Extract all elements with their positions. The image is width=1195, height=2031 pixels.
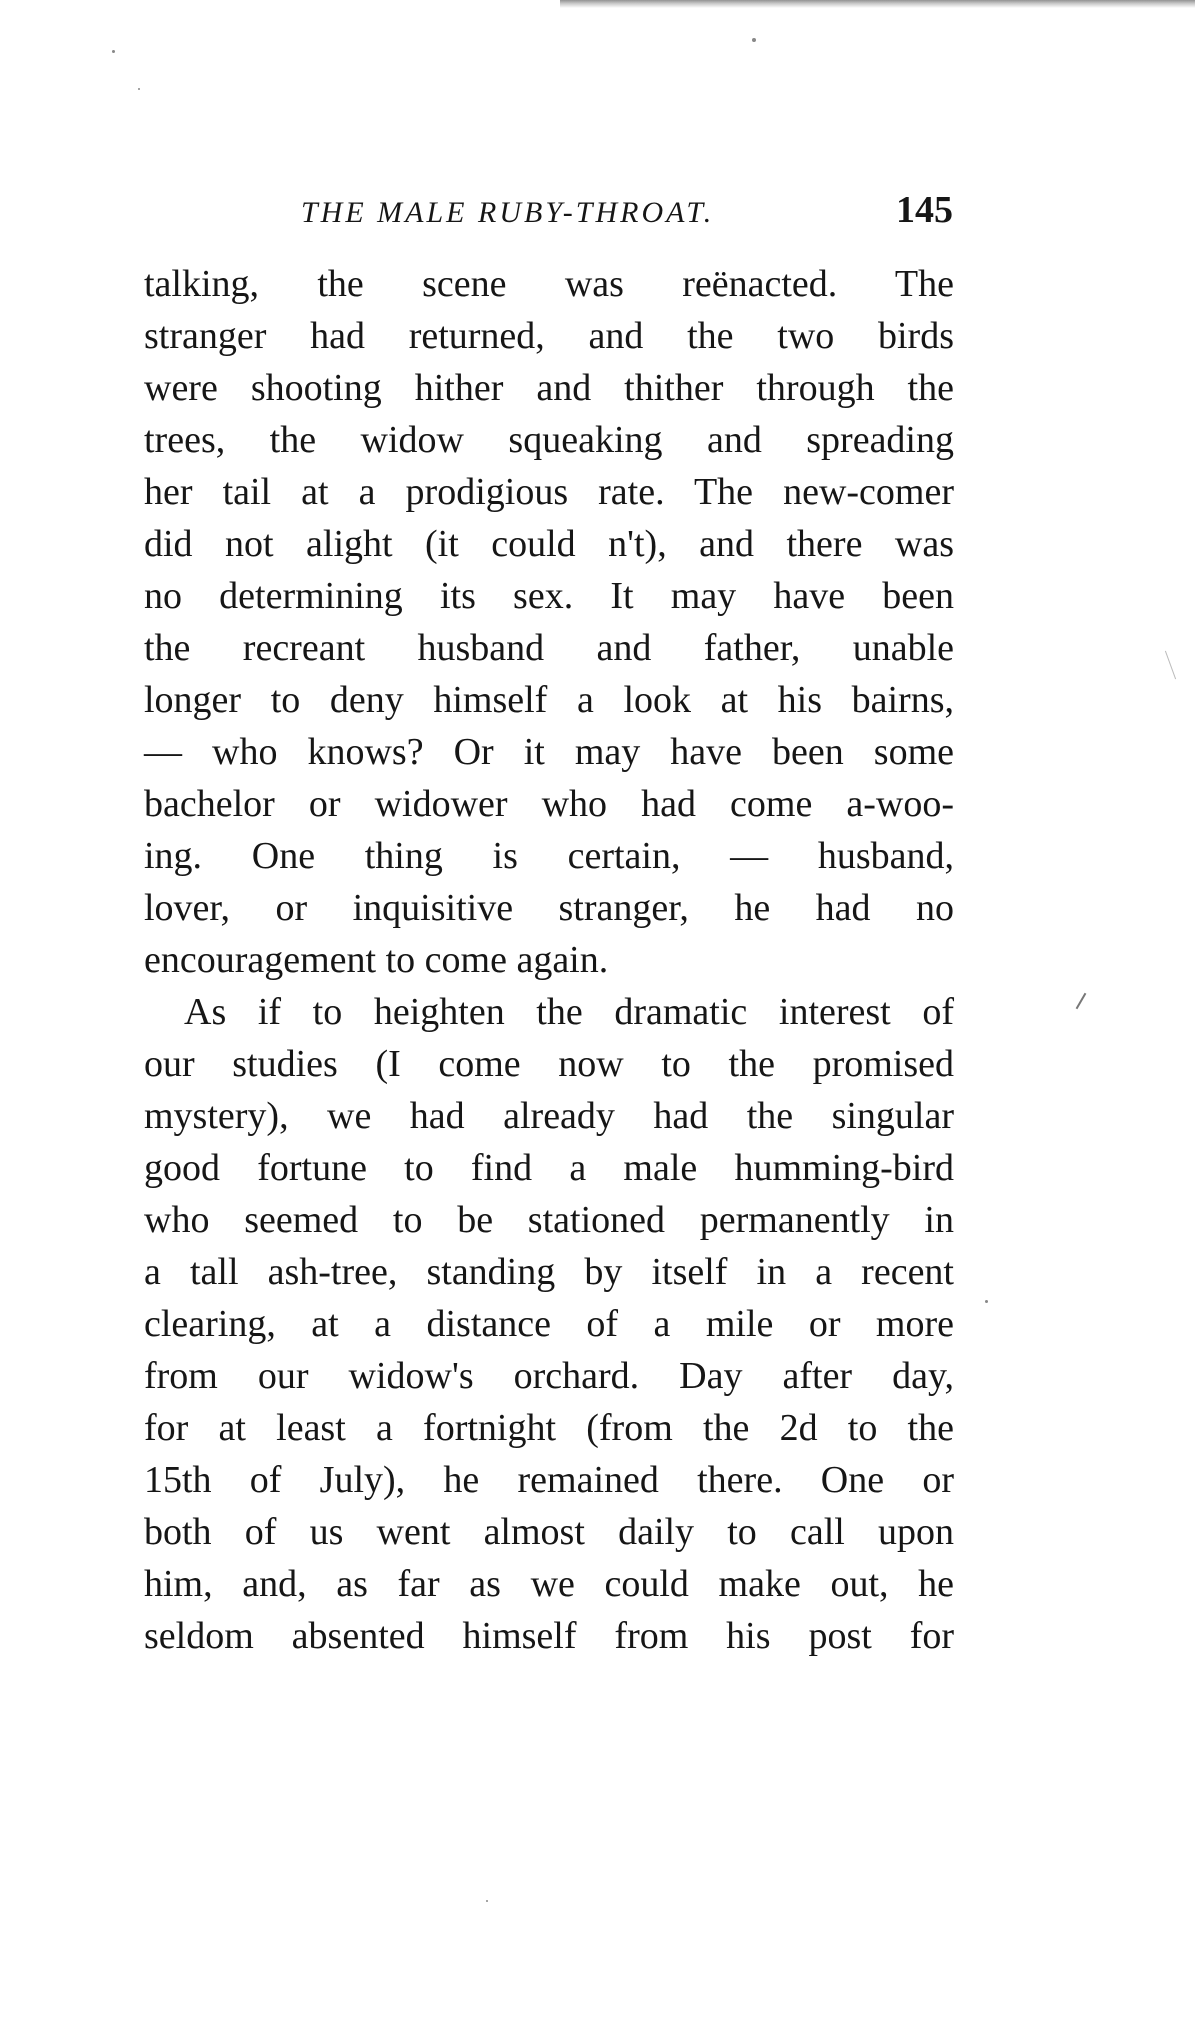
text-line: him, and, as far as we could make out, he [144,1563,954,1605]
text-line: both of us went almost daily to call upon [144,1511,954,1553]
text-line: clearing, at a distance of a mile or more [144,1303,954,1345]
text-line: our studies (I come now to the promised [144,1043,954,1085]
text-line: good fortune to find a male humming-bird [144,1147,954,1189]
page-header [146,188,953,238]
text-line: who seemed to be stationed permanently in [144,1199,954,1241]
text-line: 15th of July), he remained there. One or [144,1459,954,1501]
text-line: talking, the scene was reënacted. The [144,263,954,305]
text-line: — who knows? Or it may have been some [144,731,954,773]
text-line: As if to heighten the dramatic interest of [184,991,954,1033]
scan-speck [486,1900,488,1902]
text-line: for at least a fortnight (from the 2d to the [144,1407,954,1449]
text-line: mystery), we had already had the singular [144,1095,954,1137]
page-number: 145 [896,189,953,231]
scan-edge-shadow [560,0,1195,8]
text-line: did not alight (it could n't), and there was [144,523,954,565]
text-line: the recreant husband and father, unable [144,627,954,669]
text-line: were shooting hither and thither through the [144,367,954,409]
scan-mark [1165,651,1176,680]
text-line: stranger had returned, and the two birds [144,315,954,357]
scan-speck [138,88,140,90]
text-line: her tail at a prodigious rate. The new-comer [144,471,954,513]
text-line: encouragement to come again. [144,939,609,981]
text-line: from our widow's orchard. Day after day, [144,1355,954,1397]
text-line: ing. One thing is certain, — husband, [144,835,954,877]
scan-mark [1076,993,1087,1010]
text-line: seldom absented himself from his post for [144,1615,954,1657]
text-line: lover, or inquisitive stranger, he had no [144,887,954,929]
scan-speck [985,1300,988,1303]
text-line: no determining its sex. It may have been [144,575,954,617]
paragraph-2 [144,986,954,1662]
scan-speck [112,50,115,53]
running-title: THE MALE RUBY-THROAT. [301,196,715,229]
text-line: trees, the widow squeaking and spreading [144,419,954,461]
text-line: longer to deny himself a look at his bairns, [144,679,954,721]
page-body [144,258,954,1662]
paragraph-1 [144,258,954,986]
scan-speck [752,38,756,42]
text-line: a tall ash-tree, standing by itself in a recent [144,1251,954,1293]
text-line: bachelor or widower who had come a-woo- [144,783,954,825]
